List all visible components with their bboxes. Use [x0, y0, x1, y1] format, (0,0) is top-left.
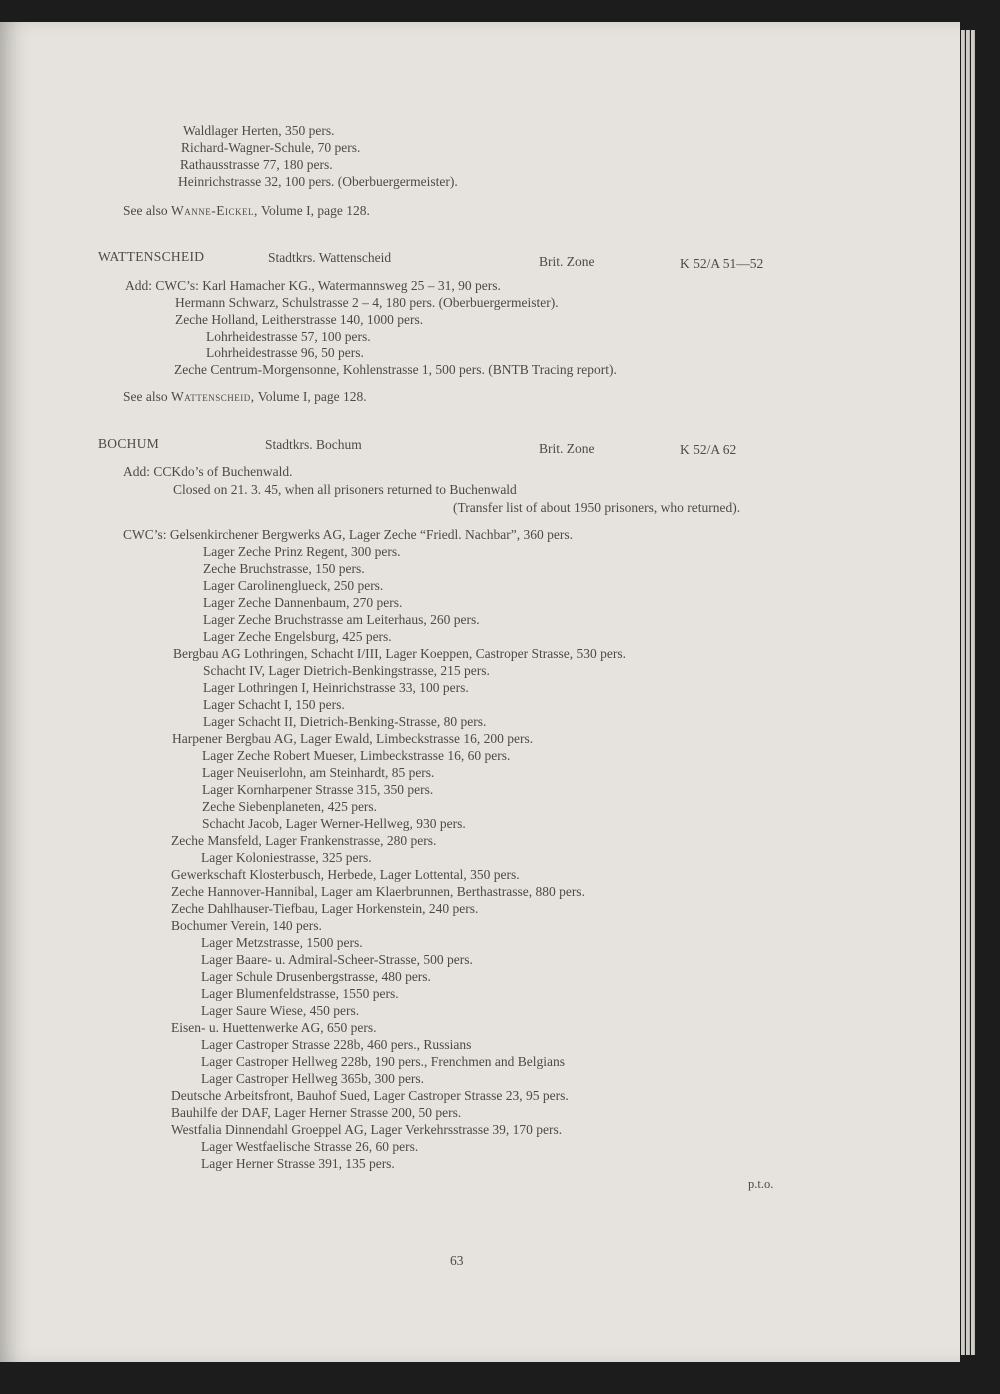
entry-line: Rathausstrasse 77, 180 pers.: [180, 157, 333, 172]
see-also-prefix: See also: [123, 203, 168, 218]
entry-line: Lohrheidestrasse 57, 100 pers.: [206, 329, 371, 344]
entry-line: CWC’s: Gelsenkirchener Bergwerks AG, Lager Zeche “Friedl. Nachbar”, 360 pers.: [123, 527, 573, 542]
entry-line: Lager Kornharpener Strasse 315, 350 pers.: [202, 782, 434, 797]
entry-line: Richard-Wagner-Schule, 70 pers.: [181, 140, 361, 155]
reference-code: K 52/A 51—52: [680, 256, 764, 271]
district-label: Stadtkrs. Bochum: [265, 437, 362, 452]
entry-line: Zeche Holland, Leitherstrasse 140, 1000 pers.: [175, 312, 424, 327]
entry-line: Zeche Mansfeld, Lager Frankenstrasse, 280 pers.: [171, 833, 437, 848]
entry-line: Lager Schacht I, 150 pers.: [203, 697, 345, 712]
page-number: 63: [450, 1253, 464, 1268]
entry-line: Add: CWC’s: Karl Hamacher KG., Watermannsweg 25 – 31, 90 pers.: [125, 278, 501, 293]
please-turn-over-note: p.t.o.: [748, 1177, 774, 1191]
entry-line: Bochumer Verein, 140 pers.: [171, 918, 322, 933]
entry-line: Lager Carolinenglueck, 250 pers.: [203, 578, 384, 593]
entry-line: Lager Baare- u. Admiral-Scheer-Strasse, 500 pers.: [201, 952, 473, 967]
entry-line: Eisen- u. Huettenwerke AG, 650 pers.: [171, 1020, 377, 1035]
entry-line: (Transfer list of about 1950 prisoners, who returned).: [453, 500, 741, 515]
reference-code: K 52/A 62: [680, 442, 737, 457]
entry-line: Schacht IV, Lager Dietrich-Benkingstrasse, 215 pers.: [203, 663, 490, 678]
see-also-suffix: Volume I, page 128.: [257, 389, 367, 404]
entry-line: Lager Neuiserlohn, am Steinhardt, 85 pers.: [202, 765, 435, 780]
entry-line: Lager Metzstrasse, 1500 pers.: [201, 935, 363, 950]
entry-line: Lager Koloniestrasse, 325 pers.: [201, 850, 372, 865]
page-edge: [961, 30, 965, 1355]
see-also-line: [123, 202, 370, 219]
entry-line: Zeche Bruchstrasse, 150 pers.: [203, 561, 365, 576]
entry-line: Lager Lothringen I, Heinrichstrasse 33, 100 pers.: [203, 680, 469, 695]
see-also-suffix: Volume I, page 128.: [261, 203, 370, 218]
entry-line: Lager Schacht II, Dietrich-Benking-Strasse, 80 pers.: [203, 714, 487, 729]
entry-line: Lager Herner Strasse 391, 135 pers.: [201, 1156, 395, 1171]
entry-line: Add: CCKdo’s of Buchenwald.: [123, 464, 293, 479]
entry-line: Lager Zeche Bruchstrasse am Leiterhaus, 260 pers.: [203, 612, 480, 627]
entry-line: Lager Zeche Engelsburg, 425 pers.: [203, 629, 392, 644]
entry-line: Zeche Siebenplaneten, 425 pers.: [202, 799, 378, 814]
entry-line: Harpener Bergbau AG, Lager Ewald, Limbeckstrasse 16, 200 pers.: [172, 731, 534, 746]
place-heading: WATTENSCHEID: [98, 249, 205, 264]
entry-line: Lager Schule Drusenbergstrasse, 480 pers.: [201, 969, 431, 984]
entry-line: Waldlager Herten, 350 pers.: [183, 123, 335, 138]
entry-line: Bergbau AG Lothringen, Schacht I/III, Lager Koeppen, Castroper Strasse, 530 pers.: [173, 646, 627, 661]
see-also-line: [123, 388, 367, 405]
entry-line: Hermann Schwarz, Schulstrasse 2 – 4, 180 pers. (Oberbuergermeister).: [175, 295, 559, 310]
entry-line: Bauhilfe der DAF, Lager Herner Strasse 200, 50 pers.: [171, 1105, 462, 1120]
entry-line: Lager Zeche Dannenbaum, 270 pers.: [203, 595, 403, 610]
entry-line: Zeche Dahlhauser-Tiefbau, Lager Horkenstein, 240 pers.: [171, 901, 479, 916]
entry-line: Zeche Centrum-Morgensonne, Kohlenstrasse 1, 500 pers. (BNTB Tracing report).: [174, 362, 617, 377]
entry-line: Gewerkschaft Klosterbusch, Herbede, Lager Lottental, 350 pers.: [171, 867, 520, 882]
entry-line: Lager Westfaelische Strasse 26, 60 pers.: [201, 1139, 419, 1154]
zone-label: Brit. Zone: [539, 254, 595, 269]
entry-line: Zeche Hannover-Hannibal, Lager am Klaerbrunnen, Berthastrasse, 880 pers.: [171, 884, 585, 899]
district-label: Stadtkrs. Wattenscheid: [268, 250, 392, 265]
entry-line: Lohrheidestrasse 96, 50 pers.: [206, 345, 364, 360]
page-edge: [966, 30, 970, 1355]
place-heading: BOCHUM: [98, 436, 160, 451]
entry-line: Lager Zeche Prinz Regent, 300 pers.: [203, 544, 401, 559]
entry-line: Lager Castroper Hellweg 228b, 190 pers., Frenchmen and Belgians: [201, 1054, 566, 1069]
entry-line: Heinrichstrasse 32, 100 pers. (Oberbuergermeister).: [178, 174, 458, 189]
entry-line: Lager Saure Wiese, 450 pers.: [201, 1003, 360, 1018]
entry-line: Westfalia Dinnendahl Groeppel AG, Lager Verkehrsstrasse 39, 170 pers.: [171, 1122, 563, 1137]
entry-line: Lager Castroper Hellweg 365b, 300 pers.: [201, 1071, 425, 1086]
book-page: [0, 22, 960, 1362]
entry-line: Deutsche Arbeitsfront, Bauhof Sued, Lager Castroper Strasse 23, 95 pers.: [171, 1088, 569, 1103]
entry-line: Lager Zeche Robert Mueser, Limbeckstrasse 16, 60 pers.: [202, 748, 511, 763]
entry-line: Lager Castroper Strasse 228b, 460 pers., Russians: [201, 1037, 472, 1052]
see-also-prefix: See also: [123, 389, 168, 404]
see-also-place: Wattenscheid,: [171, 389, 255, 404]
entry-line: Lager Blumenfeldstrasse, 1550 pers.: [201, 986, 399, 1001]
entry-line: Closed on 21. 3. 45, when all prisoners returned to Buchenwald: [173, 482, 517, 497]
entry-line: Schacht Jacob, Lager Werner-Hellweg, 930 pers.: [202, 816, 466, 831]
page-edge: [971, 30, 975, 1355]
zone-label: Brit. Zone: [539, 441, 595, 456]
see-also-place: Wanne-Eickel,: [171, 203, 258, 218]
